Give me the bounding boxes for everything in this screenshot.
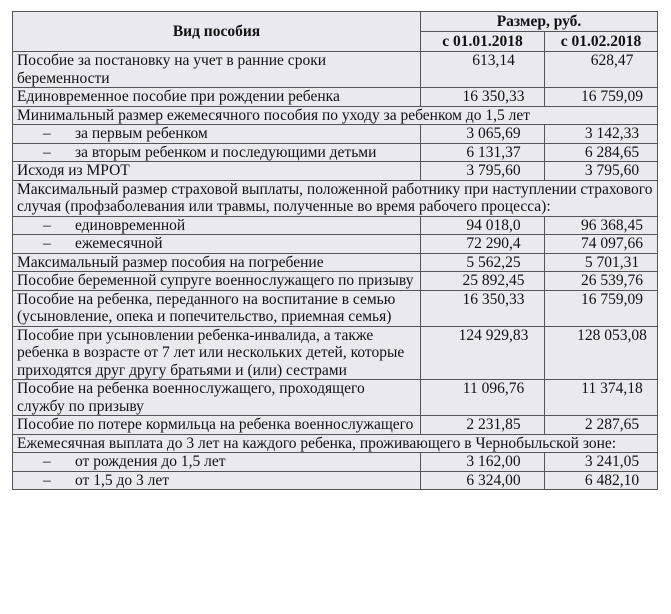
benefit-label-cell (13, 471, 421, 490)
amount-2018-02-cell: 2 287,65 (545, 416, 658, 435)
benefit-label: от рождения до 1,5 лет (75, 453, 226, 470)
table-row (13, 272, 658, 291)
amount-2018-01-cell: 3 795,60 (421, 162, 545, 181)
benefit-label-cell: Максимальный размер пособия на погребение (13, 253, 421, 272)
table-row (13, 143, 658, 162)
table-row (13, 125, 658, 144)
benefit-label: за вторым ребенком и последующими детьми (75, 143, 377, 161)
header-amount: Размер, руб. (421, 12, 658, 32)
amount-2018-01-cell: 5 562,25 (421, 253, 545, 272)
table-row (13, 88, 658, 107)
amount-2018-02-cell: 5 701,31 (545, 253, 658, 272)
benefit-label-cell (13, 143, 421, 162)
amount-2018-02-cell: 96 368,45 (545, 216, 658, 235)
table-row (13, 290, 658, 326)
table-row (13, 416, 658, 435)
benefit-label-cell: Пособие по потере кормильца на ребенка военнослужащего (13, 416, 421, 435)
amount-2018-02-cell: 16 759,09 (545, 88, 658, 107)
benefit-label-cell: Исходя из МРОТ (13, 162, 421, 181)
benefit-label-cell (13, 235, 421, 254)
benefit-label-cell: Пособие за постановку на учет в ранние сроки беременности (13, 52, 421, 88)
benefit-label-cell: Пособие беременной супруге военнослужащего по призыву (13, 272, 421, 291)
amount-2018-01-cell: 6 131,37 (421, 143, 545, 162)
amount-2018-01-cell: 94 018,0 (421, 216, 545, 235)
amount-2018-01-cell: 6 324,00 (421, 471, 545, 490)
table-row (13, 216, 658, 235)
table-row (13, 106, 658, 125)
amount-2018-01-cell: 16 350,33 (421, 290, 545, 326)
amount-2018-01-cell: 3 162,00 (421, 453, 545, 472)
header-date-1: с 01.01.2018 (421, 32, 545, 52)
header-benefit-type: Вид пособия (13, 12, 421, 52)
amount-2018-01-cell: 11 096,76 (421, 380, 545, 416)
list-dash: – (43, 125, 51, 142)
amount-2018-01-cell: 613,14 (421, 52, 545, 88)
benefit-label-cell: Пособие на ребенка военнослужащего, проходящего службу по призыву (13, 380, 421, 416)
table-row (13, 471, 658, 490)
benefit-label-cell: Пособие на ребенка, переданного на воспитание в семью (усыновление, опека и попечительство, приемная семья) (13, 290, 421, 326)
amount-2018-02-cell: 16 759,09 (545, 290, 658, 326)
table-row (13, 235, 658, 254)
table-row (13, 253, 658, 272)
list-dash: – (43, 235, 51, 252)
table-row (13, 453, 658, 472)
amount-2018-01-cell: 2 231,85 (421, 416, 545, 435)
amount-2018-02-cell: 3 795,60 (545, 162, 658, 181)
benefit-label-cell: Пособие при усыновлении ребенка-инвалида, а также ребенка в возрасте от 7 лет или нескольких детей, которые приходятся друг другу братьями и (или) сестрами (13, 326, 421, 380)
benefit-label: от 1,5 до 3 лет (75, 471, 169, 489)
amount-2018-02-cell: 6 482,10 (545, 471, 658, 490)
list-dash: – (43, 453, 51, 470)
list-dash: – (43, 471, 51, 489)
table-row (13, 162, 658, 181)
amount-2018-01-cell: 25 892,45 (421, 272, 545, 291)
header-date-2: с 01.02.2018 (545, 32, 658, 52)
amount-2018-01-cell: 124 929,83 (421, 326, 545, 380)
benefit-label: за первым ребенком (75, 125, 208, 142)
section-heading-cell: Минимальный размер ежемесячного пособия по уходу за ребенком до 1,5 лет (13, 106, 658, 125)
list-dash: – (43, 216, 51, 234)
amount-2018-02-cell: 3 241,05 (545, 453, 658, 472)
header-row (13, 12, 658, 32)
benefit-label-cell (13, 216, 421, 235)
benefit-label: ежемесячной (75, 235, 163, 252)
amount-2018-02-cell: 628,47 (545, 52, 658, 88)
benefit-label-cell (13, 453, 421, 472)
amount-2018-01-cell: 16 350,33 (421, 88, 545, 107)
table-row (13, 52, 658, 88)
table-row (13, 180, 658, 216)
amount-2018-02-cell: 3 142,33 (545, 125, 658, 144)
benefit-label-cell (13, 125, 421, 144)
amount-2018-02-cell: 74 097,66 (545, 235, 658, 254)
section-heading-cell: Максимальный размер страховой выплаты, положенной работнику при наступлении страхового случая (профзаболевания или травмы, полученные во время рабочего процесса): (13, 180, 658, 216)
benefit-label: единовременной (75, 216, 186, 234)
amount-2018-01-cell: 72 290,4 (421, 235, 545, 254)
amount-2018-02-cell: 26 539,76 (545, 272, 658, 291)
benefit-label-cell: Единовременное пособие при рождении ребенка (13, 88, 421, 107)
table-row (13, 326, 658, 380)
list-dash: – (43, 143, 51, 161)
table-row (13, 380, 658, 416)
amount-2018-02-cell: 128 053,08 (545, 326, 658, 380)
section-heading-cell: Ежемесячная выплата до 3 лет на каждого ребенка, проживающего в Чернобыльской зоне: (13, 434, 658, 453)
table-body (13, 52, 658, 490)
amount-2018-02-cell: 11 374,18 (545, 380, 658, 416)
amount-2018-01-cell: 3 065,69 (421, 125, 545, 144)
amount-2018-02-cell: 6 284,65 (545, 143, 658, 162)
benefits-table (12, 11, 658, 490)
table-row (13, 434, 658, 453)
